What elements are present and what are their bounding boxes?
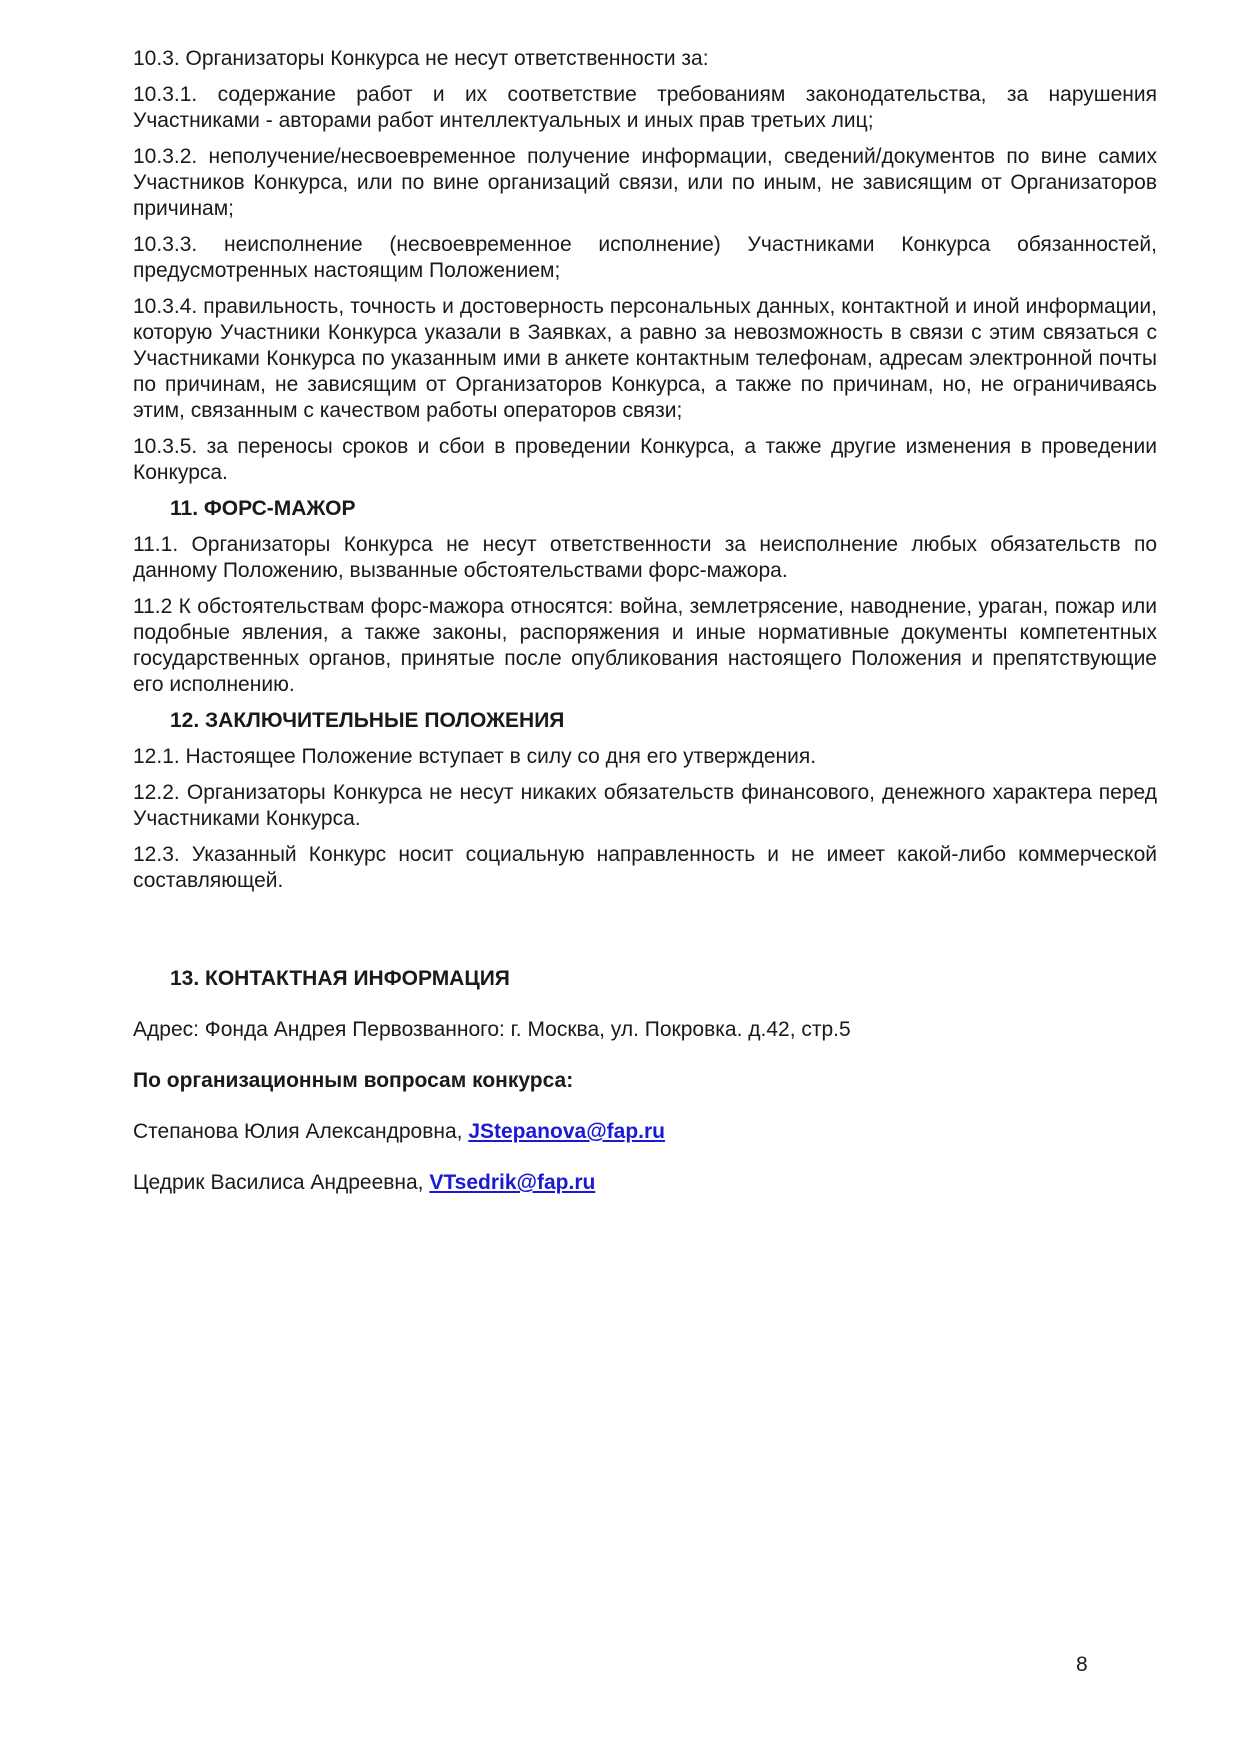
- paragraph-10-3-2: 10.3.2. неполучение/несвоевременное получение информации, сведений/документов по вине самих Участников Конкурса, или по вине организаций связи, или по иным, не зависящим от Организаторов причинам;: [133, 145, 1157, 220]
- contact-row: [133, 1170, 1157, 1196]
- paragraph-11-2: 11.2 К обстоятельствам форс-мажора относятся: война, землетрясение, наводнение, ураган, пожар или подобные явления, а также законы, распоряжения и иные нормативные документы компетентных государственных органов, принятые после опубликования настоящего Положения и препятствующие его исполнению.: [133, 595, 1157, 696]
- paragraph-12-2: 12.2. Организаторы Конкурса не несут никаких обязательств финансового, денежного характера перед Участниками Конкурса.: [133, 781, 1157, 830]
- contact-name: Степанова Юлия Александровна,: [133, 1120, 469, 1143]
- address-line: Адрес: Фонда Андрея Первозванного: г. Москва, ул. Покровка. д.42, стр.5: [133, 1018, 851, 1041]
- paragraph-12-1: 12.1. Настоящее Положение вступает в силу со дня его утверждения.: [133, 745, 817, 768]
- email-link[interactable]: VTsedrik@fap.ru: [429, 1171, 596, 1194]
- contact-name: Цедрик Василиса Андреевна,: [133, 1171, 430, 1194]
- document-body: [133, 46, 1157, 1196]
- email-link[interactable]: JStepanova@fap.ru: [468, 1120, 666, 1143]
- gap: [133, 1145, 1157, 1170]
- page-number: 8: [1076, 1653, 1088, 1676]
- section-heading-contacts: 13. КОНТАКТНАЯ ИНФОРМАЦИЯ: [170, 967, 510, 990]
- paragraph-11-1: 11.1. Организаторы Конкурса не несут ответственности за неисполнение любых обязательств по данному Положению, вызванные обстоятельствами форс-мажора.: [133, 533, 1157, 582]
- gap: [133, 1043, 1157, 1068]
- section-spacer: [133, 904, 1157, 966]
- organizational-questions-label: По организационным вопросам конкурса:: [133, 1069, 574, 1092]
- paragraph-10-3-1: 10.3.1. содержание работ и их соответствие требованиям законодательства, за нарушения Участниками - авторами работ интеллектуальных и иных прав третьих лиц;: [133, 83, 1157, 132]
- paragraph-10-3: 10.3. Организаторы Конкурса не несут ответственности за:: [133, 47, 709, 70]
- gap: [133, 1094, 1157, 1119]
- paragraph-10-3-4: 10.3.4. правильность, точность и достоверность персональных данных, контактной и иной информации, которую Участники Конкурса указали в Заявках, а равно за невозможность в связи с этим связаться с Участниками Конкурса по указанным ими в анкете контактным телефонам, адресам электронной почты по причинам, не зависящим от Организаторов Конкурса, а также по причинам, но, не ограничиваясь этим, связанным с качеством работы операторов связи;: [133, 295, 1157, 422]
- paragraph-10-3-5: 10.3.5. за переносы сроков и сбои в проведении Конкурса, а также другие изменения в проведении Конкурса.: [133, 435, 1157, 484]
- section-heading-final-provisions: 12. ЗАКЛЮЧИТЕЛЬНЫЕ ПОЛОЖЕНИЯ: [170, 709, 565, 732]
- contact-row: [133, 1119, 1157, 1145]
- section-heading-force-majeure: 11. ФОРС-МАЖОР: [170, 497, 356, 520]
- paragraph-12-3: 12.3. Указанный Конкурс носит социальную направленность и не имеет какой-либо коммерческой составляющей.: [133, 843, 1157, 892]
- paragraph-10-3-3: 10.3.3. неисполнение (несвоевременное исполнение) Участниками Конкурса обязанностей, предусмотренных настоящим Положением;: [133, 233, 1157, 282]
